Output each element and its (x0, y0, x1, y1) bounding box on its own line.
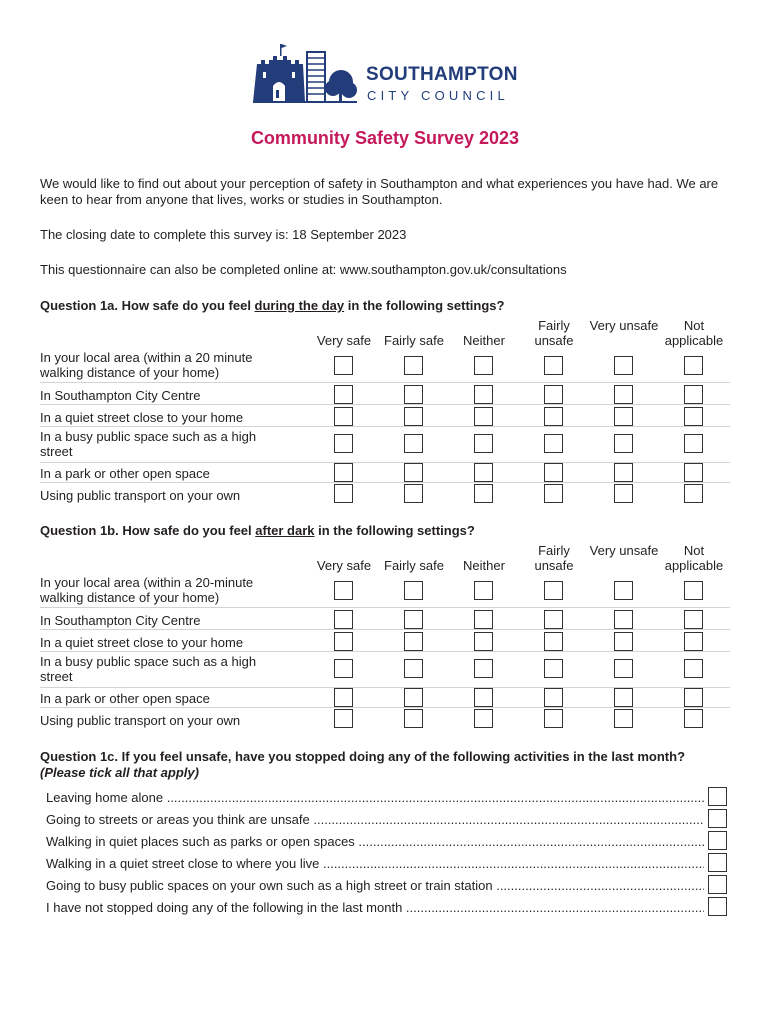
q1b-checkbox[interactable] (614, 709, 633, 728)
q1b-checkbox[interactable] (544, 581, 563, 600)
question-1b-emphasis: after dark (255, 523, 315, 538)
q1b-checkbox[interactable] (614, 659, 633, 678)
q1b-checkbox[interactable] (334, 632, 353, 651)
q1b-checkbox[interactable] (614, 632, 633, 651)
row-divider (40, 707, 730, 708)
q1a-checkbox[interactable] (334, 484, 353, 503)
q1b-checkbox[interactable] (404, 632, 423, 651)
q1a-row-label: Using public transport on your own (40, 488, 241, 503)
q1b-checkbox[interactable] (614, 610, 633, 629)
q1a-column-header: Very safe (316, 333, 372, 348)
q1c-option-checkbox[interactable] (708, 897, 727, 916)
q1c-option-checkbox[interactable] (708, 831, 727, 850)
q1a-checkbox[interactable] (404, 463, 423, 482)
q1b-checkbox[interactable] (544, 709, 563, 728)
q1a-checkbox[interactable] (544, 407, 563, 426)
q1b-row-label: In your local area (within a 20-minute walking distance of your home) (40, 575, 254, 605)
q1b-column-header: Very safe (316, 558, 372, 573)
q1c-option-label: Walking in quiet places such as parks or open spaces ..... (46, 834, 704, 850)
q1b-checkbox[interactable] (404, 610, 423, 629)
council-logo (253, 42, 523, 104)
question-1b-prefix: Question 1b. How safe do you feel (40, 523, 256, 538)
question-1c-heading (40, 749, 730, 781)
q1a-checkbox[interactable] (544, 356, 563, 375)
intro-paragraph: We would like to find out about your perception of safety in Southampton and what experiences you have had. We are keen to hear from anyone that lives, works or studies in Southampton. (40, 176, 719, 207)
q1b-checkbox[interactable] (474, 610, 493, 629)
q1b-checkbox[interactable] (684, 659, 703, 678)
q1a-checkbox[interactable] (474, 385, 493, 404)
q1a-checkbox[interactable] (474, 434, 493, 453)
q1b-checkbox[interactable] (334, 659, 353, 678)
q1a-checkbox[interactable] (404, 434, 423, 453)
q1a-checkbox[interactable] (614, 407, 633, 426)
q1a-checkbox[interactable] (474, 484, 493, 503)
question-1b-heading (40, 523, 730, 539)
q1a-checkbox[interactable] (474, 463, 493, 482)
q1b-checkbox[interactable] (334, 581, 353, 600)
q1b-column-header: Fairly unsafe (534, 543, 574, 573)
q1a-checkbox[interactable] (334, 434, 353, 453)
q1b-column-header: Neither (463, 558, 505, 573)
q1b-checkbox[interactable] (334, 688, 353, 707)
q1b-row-label: In a busy public space such as a high street (40, 654, 257, 684)
q1b-column-header: Not applicable (664, 543, 724, 573)
q1c-option-label: Walking in a quiet street close to where you live ..... (46, 856, 704, 872)
q1c-option-checkbox[interactable] (708, 853, 727, 872)
q1a-column-header: Very unsafe (589, 318, 659, 333)
q1b-column-header: Very unsafe (589, 543, 659, 558)
question-1b-suffix: in the following settings? (314, 523, 475, 538)
q1a-checkbox[interactable] (544, 434, 563, 453)
q1b-checkbox[interactable] (684, 688, 703, 707)
online-link-text: This questionnaire can also be completed online at: www.southampton.gov.uk/consultations (40, 262, 567, 277)
q1c-option-checkbox[interactable] (708, 787, 727, 806)
q1a-checkbox[interactable] (614, 385, 633, 404)
closing-date-text: The closing date to complete this survey is: 18 September 2023 (40, 227, 407, 242)
question-1a-suffix: in the following settings? (344, 298, 505, 313)
castle-emblem-icon (253, 42, 363, 104)
q1b-checkbox[interactable] (684, 610, 703, 629)
q1a-checkbox[interactable] (544, 484, 563, 503)
row-divider (40, 404, 730, 405)
row-divider (40, 607, 730, 608)
q1b-checkbox[interactable] (614, 688, 633, 707)
q1b-checkbox[interactable] (684, 632, 703, 651)
q1b-row-label: In a quiet street close to your home (40, 635, 244, 650)
q1a-checkbox[interactable] (684, 434, 703, 453)
q1c-option-label: I have not stopped doing any of the following in the last month ..... (46, 900, 704, 916)
q1c-option-checkbox[interactable] (708, 875, 727, 894)
q1a-checkbox[interactable] (684, 484, 703, 503)
q1a-checkbox[interactable] (404, 385, 423, 404)
q1b-checkbox[interactable] (404, 581, 423, 600)
q1b-checkbox[interactable] (334, 709, 353, 728)
q1a-checkbox[interactable] (334, 463, 353, 482)
q1a-checkbox[interactable] (684, 356, 703, 375)
q1a-column-header: Neither (463, 333, 505, 348)
q1a-checkbox[interactable] (614, 463, 633, 482)
q1b-column-header: Fairly safe (384, 558, 444, 573)
question-1a-emphasis: during the day (254, 298, 345, 313)
page-title: Community Safety Survey 2023 (250, 128, 520, 148)
q1b-checkbox[interactable] (544, 659, 563, 678)
row-divider (40, 629, 730, 630)
row-divider (40, 382, 730, 383)
q1a-checkbox[interactable] (474, 356, 493, 375)
q1c-option-label: Going to streets or areas you think are unsafe ..... (46, 812, 704, 828)
question-1a-heading (40, 298, 730, 314)
q1b-row-label: Using public transport on your own (40, 713, 241, 728)
q1b-checkbox[interactable] (474, 581, 493, 600)
q1b-checkbox[interactable] (404, 659, 423, 678)
q1a-checkbox[interactable] (404, 407, 423, 426)
q1b-checkbox[interactable] (474, 659, 493, 678)
q1a-column-header: Not applicable (664, 318, 724, 348)
q1a-checkbox[interactable] (334, 407, 353, 426)
q1b-row-label: In a park or other open space (40, 691, 210, 706)
q1a-checkbox[interactable] (404, 356, 423, 375)
q1a-checkbox[interactable] (684, 385, 703, 404)
q1b-checkbox[interactable] (474, 709, 493, 728)
q1b-checkbox[interactable] (684, 709, 703, 728)
q1a-column-header: Fairly safe (384, 333, 444, 348)
q1b-checkbox[interactable] (474, 688, 493, 707)
q1b-row-label: In Southampton City Centre (40, 613, 201, 628)
q1a-checkbox[interactable] (334, 385, 353, 404)
q1a-column-header: Fairly unsafe (534, 318, 574, 348)
q1a-checkbox[interactable] (334, 356, 353, 375)
q1a-checkbox[interactable] (544, 385, 563, 404)
q1b-checkbox[interactable] (544, 610, 563, 629)
q1b-checkbox[interactable] (544, 688, 563, 707)
q1b-checkbox[interactable] (334, 610, 353, 629)
q1c-option-label: Leaving home alone ..... (46, 790, 704, 806)
q1a-checkbox[interactable] (614, 434, 633, 453)
q1a-row-label: In a busy public space such as a high street (40, 429, 257, 459)
q1b-checkbox[interactable] (404, 688, 423, 707)
question-1c-text: Question 1c. If you feel unsafe, have you stopped doing any of the following activities in the last month? (40, 749, 686, 764)
q1a-checkbox[interactable] (684, 463, 703, 482)
q1a-checkbox[interactable] (684, 407, 703, 426)
row-divider (40, 482, 730, 483)
q1a-row-label: In Southampton City Centre (40, 388, 201, 403)
q1a-checkbox[interactable] (614, 356, 633, 375)
q1a-row-label: In a quiet street close to your home (40, 410, 244, 425)
q1a-checkbox[interactable] (614, 484, 633, 503)
q1b-checkbox[interactable] (684, 581, 703, 600)
q1a-checkbox[interactable] (404, 484, 423, 503)
q1b-checkbox[interactable] (474, 632, 493, 651)
q1c-option-checkbox[interactable] (708, 809, 727, 828)
q1a-row-label: In your local area (within a 20 minute walking distance of your home) (40, 350, 253, 380)
q1b-checkbox[interactable] (614, 581, 633, 600)
row-divider (40, 651, 730, 652)
question-1a-prefix: Question 1a. How safe do you feel (40, 298, 255, 313)
q1a-row-label: In a park or other open space (40, 466, 210, 481)
logo-wordmark: SOUTHAMPTON (366, 64, 518, 85)
q1c-option-label: Going to busy public spaces on your own such as a high street or train station ..... (46, 878, 704, 894)
q1b-checkbox[interactable] (544, 632, 563, 651)
row-divider (40, 426, 730, 427)
q1a-checkbox[interactable] (544, 463, 563, 482)
question-1c-note: (Please tick all that apply) (40, 765, 199, 780)
logo-subtitle: CITY COUNCIL (367, 88, 509, 103)
q1b-checkbox[interactable] (404, 709, 423, 728)
q1a-checkbox[interactable] (474, 407, 493, 426)
